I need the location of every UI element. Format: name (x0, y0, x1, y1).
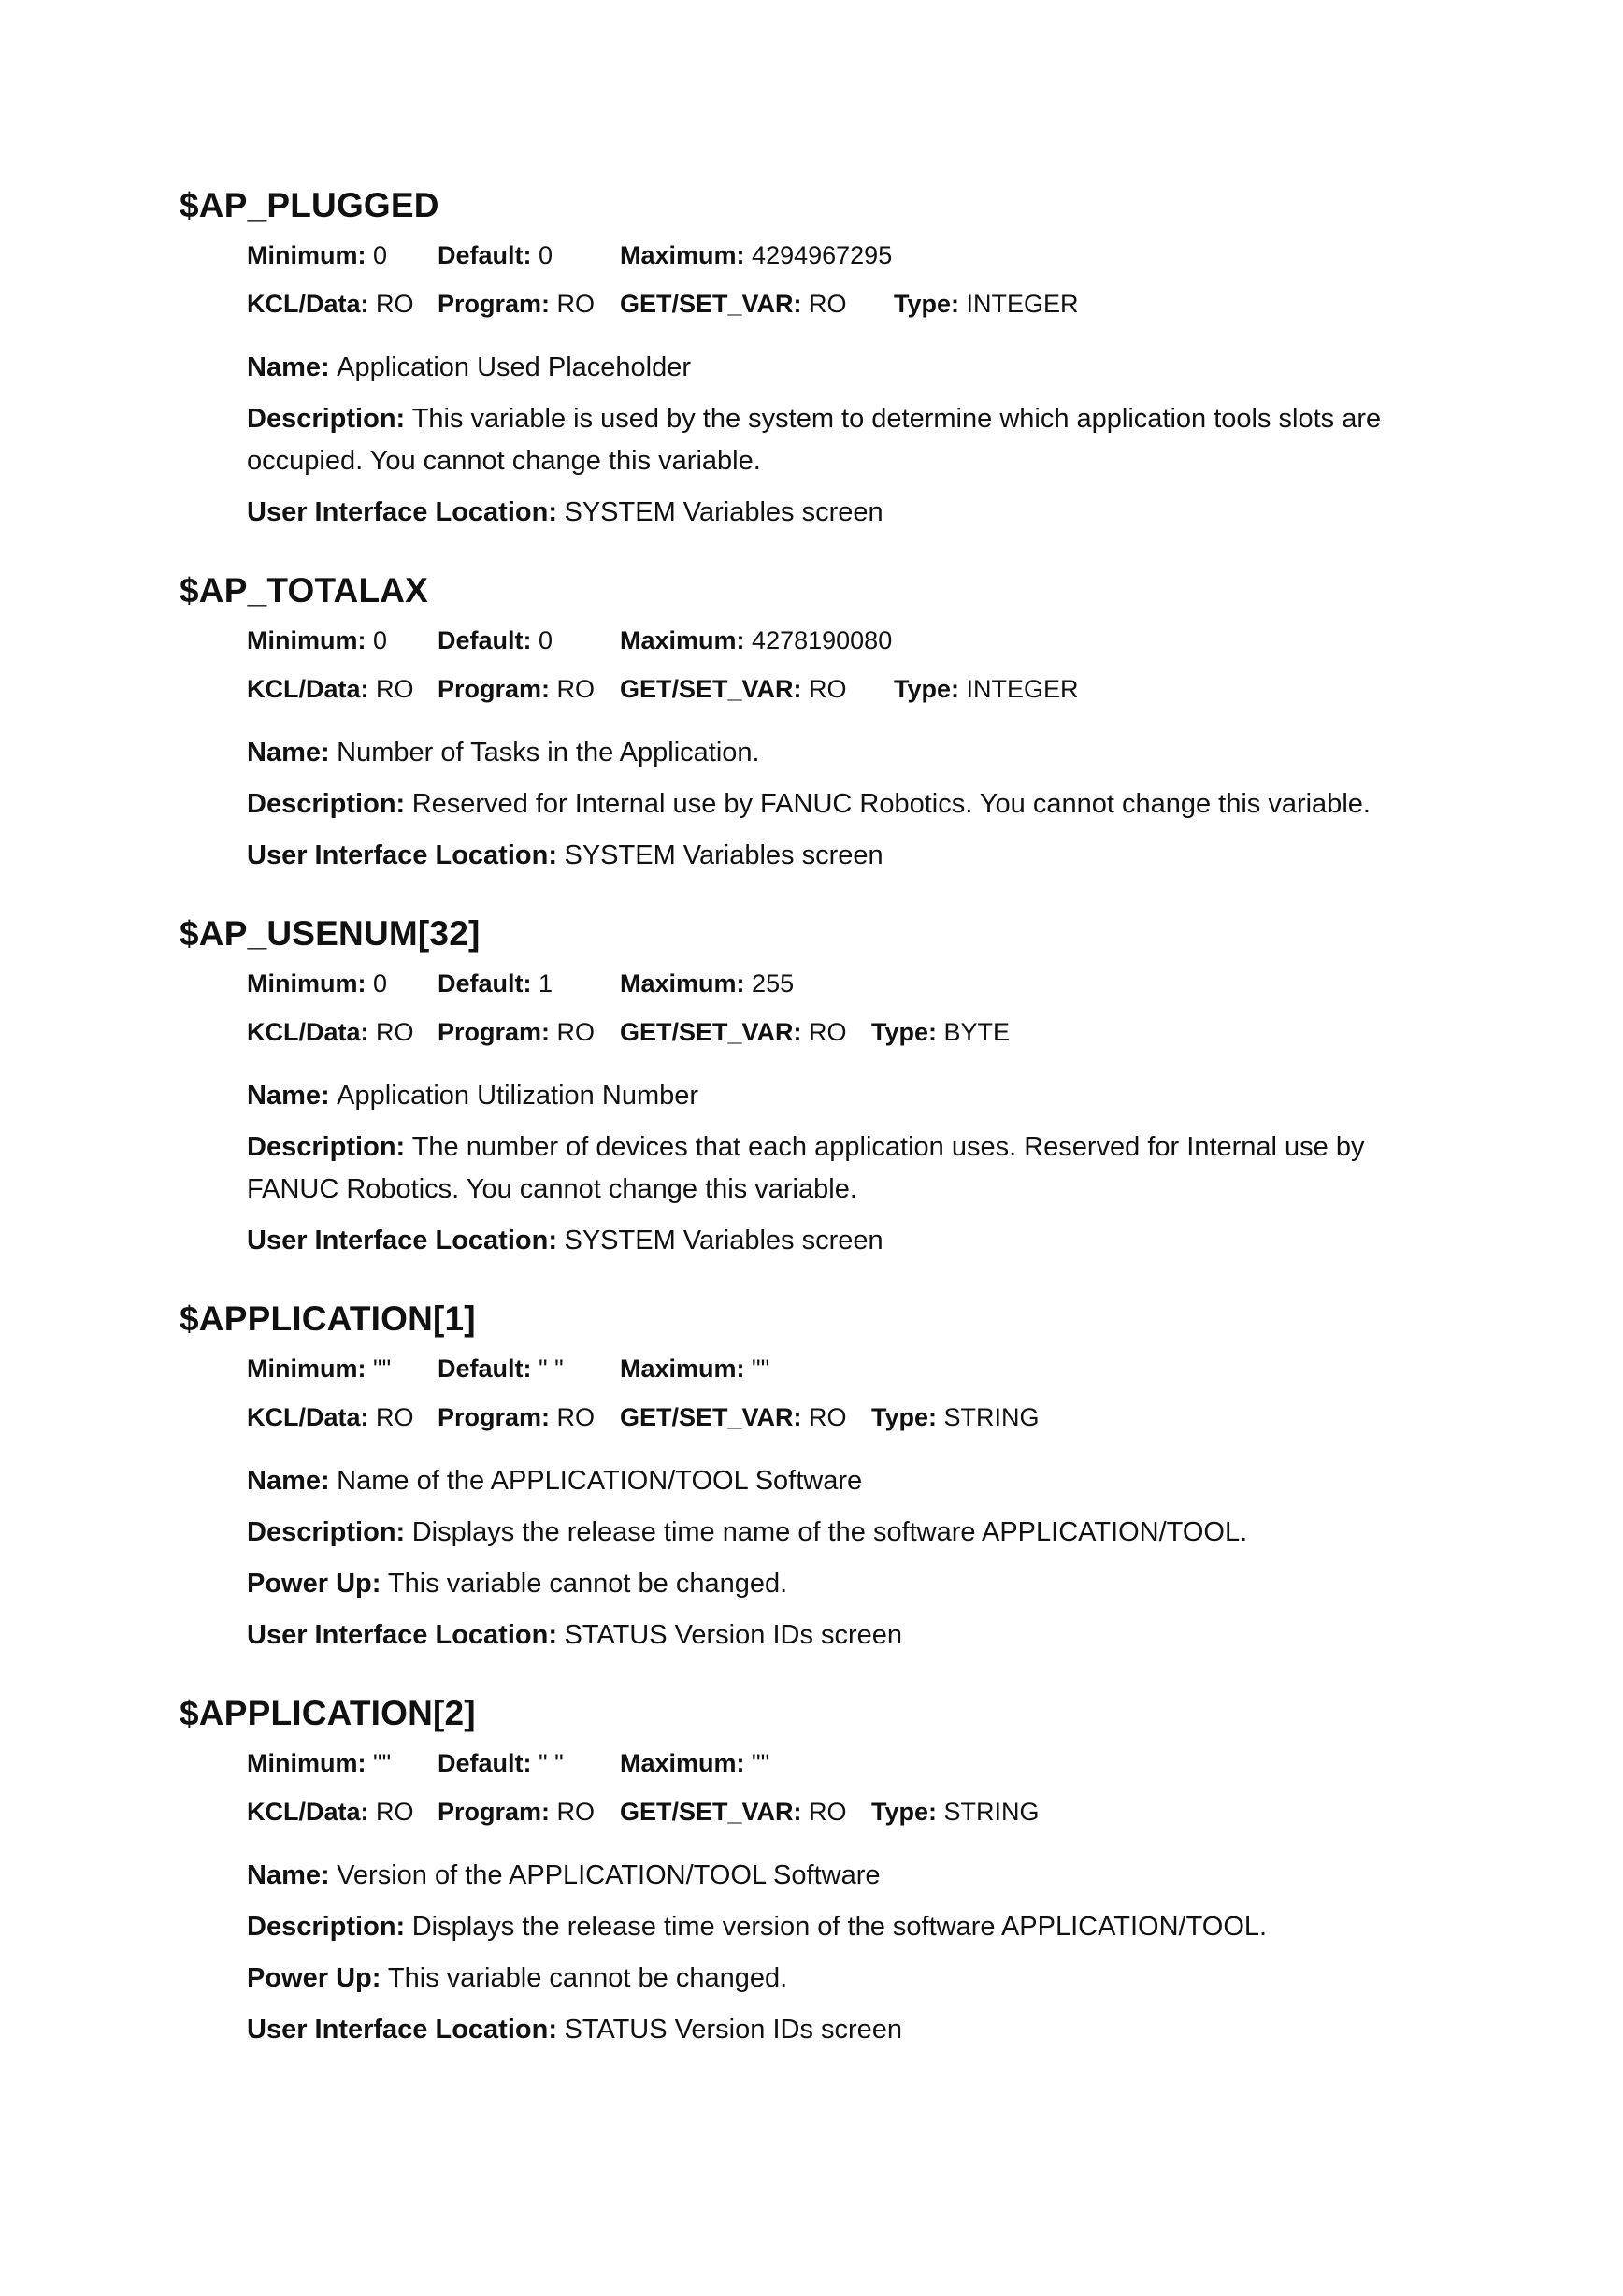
default-value: " " (539, 1355, 564, 1383)
access-row (247, 1015, 1406, 1075)
program-value: RO (556, 1018, 596, 1046)
program-value: RO (556, 1403, 596, 1431)
minimum-value: 0 (373, 626, 388, 654)
power-up-label: Power Up: (247, 1963, 381, 1993)
program-label: Program: (438, 675, 551, 703)
ui-location-value: SYSTEM Variables screen (564, 840, 883, 870)
power-up-label: Power Up: (247, 1569, 381, 1599)
access-row (247, 287, 1406, 347)
type-label: Type: (894, 675, 960, 703)
kcl-value: RO (376, 1798, 414, 1826)
name-value: Application Used Placeholder (337, 352, 692, 382)
description-label: Description: (247, 789, 406, 819)
type-value: BYTE (943, 1018, 1011, 1046)
name-field (247, 1075, 1406, 1117)
name-value: Version of the APPLICATION/TOOL Software (337, 1860, 881, 1890)
minimum-value: "" (373, 1749, 392, 1777)
ui-location-value: STATUS Version IDs screen (564, 1620, 903, 1650)
kcl-label: KCL/Data: (247, 1018, 369, 1046)
description-field (247, 1906, 1406, 1948)
variable-title: $AP_TOTALAX (180, 571, 429, 610)
minimum-label: Minimum: (247, 626, 366, 654)
getset-label: GET/SET_VAR: (620, 1018, 802, 1046)
variable-title: $AP_PLUGGED (180, 186, 439, 224)
default-label: Default: (438, 1749, 532, 1777)
description-field (247, 398, 1406, 482)
power-up-field (247, 1958, 1406, 2000)
variable-entry (0, 913, 1623, 1262)
kcl-value: RO (376, 1018, 414, 1046)
maximum-label: Maximum: (620, 241, 745, 269)
type-label: Type: (871, 1403, 938, 1431)
program-value: RO (556, 1798, 596, 1826)
ui-location-field (247, 1614, 1406, 1657)
default-label: Default: (438, 626, 532, 654)
getset-label: GET/SET_VAR: (620, 675, 802, 703)
type-value: INTEGER (966, 675, 1079, 703)
program-label: Program: (438, 290, 551, 318)
name-label: Name: (247, 352, 330, 382)
getset-value: RO (809, 1403, 847, 1431)
program-label: Program: (438, 1798, 551, 1826)
description-value: This variable is used by the system to determine which application tools slots are occupied. You cannot change this variable. (247, 404, 1382, 476)
name-value: Name of the APPLICATION/TOOL Software (337, 1466, 863, 1496)
maximum-label: Maximum: (620, 1749, 745, 1777)
kcl-label: KCL/Data: (247, 1798, 369, 1826)
access-row (247, 672, 1406, 732)
ui-location-label: User Interface Location: (247, 1620, 557, 1650)
default-label: Default: (438, 1355, 532, 1383)
kcl-value: RO (376, 1403, 414, 1431)
description-label: Description: (247, 1517, 406, 1547)
access-row (247, 1795, 1406, 1855)
maximum-label: Maximum: (620, 969, 745, 997)
getset-value: RO (809, 1018, 847, 1046)
name-label: Name: (247, 1860, 330, 1890)
ui-location-label: User Interface Location: (247, 1226, 557, 1256)
name-field (247, 732, 1406, 774)
name-label: Name: (247, 1081, 330, 1111)
default-value: " " (539, 1749, 564, 1777)
description-value: Displays the release time version of the software APPLICATION/TOOL. (411, 1912, 1268, 1942)
name-value: Application Utilization Number (337, 1081, 699, 1111)
default-value: 1 (539, 969, 553, 997)
minimum-label: Minimum: (247, 969, 366, 997)
description-label: Description: (247, 1912, 406, 1942)
maximum-value: 4294967295 (752, 241, 893, 269)
description-value: The number of devices that each application uses. Reserved for Internal use by FANUC Robotics. You cannot change this variable. (247, 1132, 1365, 1204)
default-value: 0 (539, 626, 553, 654)
ui-location-label: User Interface Location: (247, 497, 557, 527)
type-label: Type: (894, 290, 960, 318)
maximum-value: "" (752, 1749, 770, 1777)
ui-location-label: User Interface Location: (247, 840, 557, 870)
name-value: Number of Tasks in the Application. (337, 738, 760, 768)
program-value: RO (556, 675, 596, 703)
getset-value: RO (809, 1798, 847, 1826)
minimum-label: Minimum: (247, 1355, 366, 1383)
description-field (247, 1512, 1406, 1554)
getset-value: RO (809, 675, 847, 703)
description-value: Displays the release time name of the software APPLICATION/TOOL. (411, 1517, 1248, 1547)
minimum-value: 0 (373, 241, 388, 269)
minimum-label: Minimum: (247, 1749, 366, 1777)
maximum-value: "" (752, 1355, 770, 1383)
description-field (247, 783, 1406, 825)
range-row (247, 238, 1406, 287)
variable-title: $AP_USENUM[32] (180, 914, 481, 953)
variable-title: $APPLICATION[1] (180, 1299, 476, 1338)
default-label: Default: (438, 241, 532, 269)
description-label: Description: (247, 404, 406, 434)
range-row (247, 1352, 1406, 1400)
power-up-value: This variable cannot be changed. (387, 1963, 788, 1993)
variable-entry (0, 1299, 1623, 1657)
ui-location-field (247, 1220, 1406, 1262)
kcl-label: KCL/Data: (247, 675, 369, 703)
variable-title: $APPLICATION[2] (180, 1694, 476, 1732)
variable-reference-document (0, 185, 1623, 2088)
type-value: STRING (943, 1403, 1040, 1431)
minimum-label: Minimum: (247, 241, 366, 269)
maximum-label: Maximum: (620, 626, 745, 654)
variable-entry (0, 570, 1623, 877)
variable-entry (0, 185, 1623, 534)
ui-location-field (247, 835, 1406, 877)
variable-entry (0, 1693, 1623, 2051)
name-label: Name: (247, 1466, 330, 1496)
getset-value: RO (809, 290, 847, 318)
ui-location-value: SYSTEM Variables screen (564, 497, 883, 527)
name-field (247, 1460, 1406, 1502)
ui-location-field (247, 2009, 1406, 2051)
kcl-label: KCL/Data: (247, 290, 369, 318)
getset-label: GET/SET_VAR: (620, 290, 802, 318)
default-value: 0 (539, 241, 553, 269)
maximum-value: 255 (752, 969, 795, 997)
description-label: Description: (247, 1132, 406, 1162)
minimum-value: 0 (373, 969, 388, 997)
description-field (247, 1126, 1406, 1211)
access-row (247, 1400, 1406, 1460)
type-label: Type: (871, 1018, 938, 1046)
getset-label: GET/SET_VAR: (620, 1403, 802, 1431)
ui-location-label: User Interface Location: (247, 2015, 557, 2045)
range-row (247, 624, 1406, 672)
power-up-value: This variable cannot be changed. (387, 1569, 788, 1599)
type-value: INTEGER (966, 290, 1079, 318)
default-label: Default: (438, 969, 532, 997)
ui-location-field (247, 492, 1406, 534)
maximum-label: Maximum: (620, 1355, 745, 1383)
program-label: Program: (438, 1403, 551, 1431)
type-value: STRING (943, 1798, 1040, 1826)
ui-location-value: SYSTEM Variables screen (564, 1226, 883, 1256)
minimum-value: "" (373, 1355, 392, 1383)
name-field (247, 1855, 1406, 1897)
range-row (247, 1746, 1406, 1795)
kcl-label: KCL/Data: (247, 1403, 369, 1431)
ui-location-value: STATUS Version IDs screen (564, 2015, 903, 2045)
maximum-value: 4278190080 (752, 626, 893, 654)
description-value: Reserved for Internal use by FANUC Robotics. You cannot change this variable. (411, 789, 1371, 819)
power-up-field (247, 1563, 1406, 1605)
program-value: RO (556, 290, 596, 318)
name-field (247, 347, 1406, 389)
range-row (247, 967, 1406, 1015)
name-label: Name: (247, 738, 330, 768)
program-label: Program: (438, 1018, 551, 1046)
getset-label: GET/SET_VAR: (620, 1798, 802, 1826)
kcl-value: RO (376, 290, 414, 318)
kcl-value: RO (376, 675, 414, 703)
type-label: Type: (871, 1798, 938, 1826)
